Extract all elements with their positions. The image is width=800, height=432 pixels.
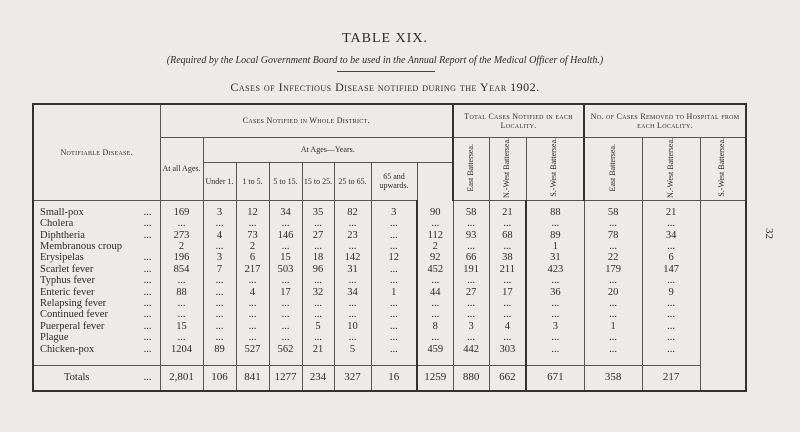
disease-label: Erysipelas [40,252,84,264]
hospital-cell: 1 [584,321,642,332]
age-cell: 327 [334,365,371,391]
age-cell: 12 [236,207,269,218]
hospital-cell: 9 [642,286,700,297]
age-cell: 7 [203,264,236,275]
age-cell: 10 [334,321,371,332]
age-cell: 6 [236,252,269,263]
divider [337,71,435,72]
locality-cell: 93 [453,229,489,240]
disease-label: Relapsing fever [40,298,107,309]
hospital-cell: 22 [584,252,642,263]
age-cell: 31 [334,264,371,275]
age-cell: 5 [302,321,334,332]
hospital-cell: 179 [584,264,642,275]
age-cell: ... [302,275,334,286]
locality-cell: ... [417,298,453,309]
all-ages-cell: 854 [160,264,203,275]
hospital-cell: ... [642,332,700,343]
age-cell: ... [371,298,417,309]
locality-header-east: East Battersea. [453,137,489,200]
age-header-under-1: Under 1. [203,162,236,200]
locality-cell: 44 [417,286,453,297]
age-cell: ... [334,298,371,309]
leader-dots: ... [143,218,152,230]
locality-cell: ... [453,332,489,343]
age-cell: 27 [302,229,334,240]
table-row [33,275,746,286]
age-cell: 34 [334,286,371,297]
age-cell: ... [203,286,236,297]
age-cell: ... [203,218,236,229]
all-ages-header: At all Ages. [160,137,203,200]
hospital-cell: ... [642,321,700,332]
locality-cell: 452 [417,264,453,275]
age-header-15-25: 15 to 25. [302,162,334,200]
all-ages-cell: ... [160,309,203,320]
age-cell: ... [203,309,236,320]
table-row [33,309,746,320]
locality-cell: 17 [489,286,526,297]
age-cell: ... [371,332,417,343]
locality-cell: 4 [489,321,526,332]
table-subtitle: (Required by the Local Government Board to be used in the Annual Report of the Medical Officer of Health.) [166,55,604,66]
age-cell: ... [203,332,236,343]
disease-label: Small-pox [40,206,84,218]
locality-cell: ... [453,241,489,252]
age-cell: ... [334,241,371,252]
age-cell: 503 [269,264,302,275]
disease-label: Plague [40,332,69,344]
age-header-1-5: 1 to 5. [236,162,269,200]
hospital-cell: ... [584,275,642,286]
hospital-cell: 6 [642,252,700,263]
locality-cell: ... [417,332,453,343]
age-cell: ... [334,275,371,286]
age-cell: ... [371,229,417,240]
table-row [33,321,746,332]
total-locality-header: Total Cases Notified in each Locality. [453,104,584,137]
disease-name [33,252,160,263]
locality-cell: 459 [417,343,453,354]
hospital-cell: 217 [642,365,700,391]
leader-dots: ... [143,320,152,332]
hospital-cell: 1 [526,241,584,252]
age-cell: 527 [236,343,269,354]
totals-row [33,365,746,391]
age-cell: ... [236,218,269,229]
disease-label: Enteric fever [40,286,95,298]
leader-dots: ... [143,229,152,241]
age-cell: 21 [302,343,334,354]
hospital-cell: 34 [642,229,700,240]
locality-cell: 90 [417,207,453,218]
age-cell: 15 [269,252,302,263]
all-ages-cell: ... [160,298,203,309]
age-cell: 73 [236,229,269,240]
hospital-cell: ... [584,343,642,354]
age-cell: ... [302,332,334,343]
leader-dots: ... [143,275,152,287]
hospital-cell: 358 [584,365,642,391]
hospital-cell: ... [584,241,642,252]
age-cell: ... [269,298,302,309]
disease-label: Puerperal fever [40,320,105,332]
hospital-cell: ... [642,309,700,320]
age-cell: ... [371,275,417,286]
age-cell: 3 [203,252,236,263]
age-cell: 234 [302,365,334,391]
all-ages-cell: 2,801 [160,365,203,391]
table-body [33,200,746,391]
locality-cell: 27 [453,286,489,297]
leader-dots: ... [143,286,152,298]
locality-cell: 880 [453,365,489,391]
age-cell: 4 [203,229,236,240]
disease-name [33,309,160,320]
locality-cell: 68 [489,229,526,240]
ages-years-header: At Ages—Years. [203,137,453,162]
table-row [33,207,746,218]
age-cell: 89 [203,343,236,354]
disease-name [33,218,160,229]
hospital-cell: 3 [526,321,584,332]
age-cell: ... [236,332,269,343]
age-cell: ... [371,241,417,252]
hospital-cell: 88 [526,207,584,218]
locality-cell: ... [489,275,526,286]
age-cell: 32 [302,286,334,297]
locality-cell: 38 [489,252,526,263]
age-cell: 217 [236,264,269,275]
all-ages-cell: 273 [160,229,203,240]
age-cell: ... [302,298,334,309]
age-cell: ... [203,241,236,252]
age-cell: ... [334,332,371,343]
age-cell: 106 [203,365,236,391]
disease-label: Membranous croup [40,241,122,253]
hospital-cell: ... [526,275,584,286]
hospital-cell: 21 [642,207,700,218]
table-row [33,229,746,240]
locality-cell: 1259 [417,365,453,391]
disease-name [33,264,160,275]
age-header-25-65: 25 to 65. [334,162,371,200]
leader-dots: ... [143,298,152,309]
hospital-cell: 78 [584,229,642,240]
locality-cell: ... [489,298,526,309]
hospital-header-swest: S.-West Battersea. [700,137,746,200]
age-cell: 4 [236,286,269,297]
locality-cell: ... [453,298,489,309]
page-number: 32 [763,228,775,239]
all-ages-cell: 1204 [160,343,203,354]
hospital-cell: 89 [526,229,584,240]
age-cell: 146 [269,229,302,240]
hospital-header-east: East Battersea. [584,137,642,200]
disease-label: Scarlet fever [40,263,94,275]
disease-name [33,332,160,343]
age-cell: 3 [203,207,236,218]
table-row [33,264,746,275]
age-cell: ... [371,321,417,332]
locality-cell: 21 [489,207,526,218]
hospital-cell: 58 [584,207,642,218]
locality-cell: ... [489,309,526,320]
age-cell: ... [203,321,236,332]
all-ages-cell: 169 [160,207,203,218]
locality-cell: 66 [453,252,489,263]
age-cell: 16 [371,365,417,391]
age-cell: ... [302,309,334,320]
age-header-5-15: 5 to 15. [269,162,302,200]
leader-dots: ... [143,206,152,218]
disease-label: Diphtheria [40,229,85,241]
locality-cell: ... [417,218,453,229]
age-cell: 562 [269,343,302,354]
hospital-cell: ... [526,298,584,309]
age-cell: 1277 [269,365,302,391]
disease-name [33,365,160,391]
locality-cell: 2 [417,241,453,252]
disease-label: Chicken-pox [40,343,95,355]
disease-name [33,321,160,332]
locality-cell: 3 [453,321,489,332]
infectious-disease-table [32,103,747,392]
age-cell: 5 [334,343,371,354]
all-ages-cell: 88 [160,286,203,297]
age-cell: 23 [334,229,371,240]
table-row [33,252,746,263]
age-cell: 3 [371,207,417,218]
all-ages-cell: ... [160,332,203,343]
age-cell: ... [269,241,302,252]
locality-cell: ... [417,275,453,286]
age-cell: ... [269,321,302,332]
age-cell: 34 [269,207,302,218]
disease-label: Typhus fever [40,275,95,287]
locality-header-nwest: N.-West Battersea. [489,137,526,200]
hospital-cell: ... [642,343,700,354]
disease-name [33,286,160,297]
age-cell: 96 [302,264,334,275]
locality-cell: 92 [417,252,453,263]
hospital-cell: ... [526,343,584,354]
locality-cell: 58 [453,207,489,218]
whole-district-header: Cases Notified in Whole District. [160,104,453,137]
hospital-cell: ... [642,241,700,252]
hospital-cell: 36 [526,286,584,297]
hospital-cell: ... [642,218,700,229]
hospital-cell: ... [526,332,584,343]
all-ages-cell: ... [160,275,203,286]
locality-cell: ... [453,309,489,320]
age-cell: 35 [302,207,334,218]
age-cell: ... [371,218,417,229]
hospital-cell: ... [584,218,642,229]
hospital-cell: ... [584,332,642,343]
hospital-cell: 31 [526,252,584,263]
hospital-cell: ... [642,298,700,309]
all-ages-cell: 15 [160,321,203,332]
hospital-header-nwest: N.-West Battersea. [642,137,700,200]
age-cell: ... [236,275,269,286]
all-ages-cell: 196 [160,252,203,263]
age-cell: ... [236,298,269,309]
leader-dots: ... [143,252,152,264]
locality-cell: ... [489,241,526,252]
disease-name [33,229,160,240]
age-cell: ... [334,218,371,229]
table-row [33,298,746,309]
hospital-cell: 147 [642,264,700,275]
age-cell: 2 [236,241,269,252]
locality-cell: 112 [417,229,453,240]
hospital-cell: ... [642,275,700,286]
hospital-cell: ... [526,309,584,320]
disease-name [33,343,160,354]
locality-cell: ... [489,218,526,229]
leader-dots: ... [143,309,152,321]
age-cell: ... [203,298,236,309]
age-cell: ... [371,264,417,275]
leader-dots: ... [143,343,152,355]
table-row [33,286,746,297]
age-cell: ... [236,321,269,332]
hospital-cell: ... [526,218,584,229]
removed-hospital-header: No. of Cases Removed to Hospital from each Locality. [584,104,746,137]
hospital-cell: ... [584,309,642,320]
locality-cell: ... [489,332,526,343]
locality-cell: 191 [453,264,489,275]
all-ages-cell: ... [160,218,203,229]
age-cell: ... [269,218,302,229]
age-cell: ... [371,309,417,320]
age-cell: ... [269,309,302,320]
locality-cell: 662 [489,365,526,391]
notifiable-disease-header: Notifiable Disease. [33,104,160,200]
locality-header-swest: S.-West Battersea. [526,137,584,200]
locality-cell: 303 [489,343,526,354]
age-cell: 18 [302,252,334,263]
disease-name [33,275,160,286]
age-cell: ... [302,218,334,229]
hospital-cell: ... [584,298,642,309]
hospital-cell: 423 [526,264,584,275]
locality-cell: 8 [417,321,453,332]
disease-label: Totals [64,372,90,384]
age-cell: 1 [371,286,417,297]
table-row [33,332,746,343]
all-ages-cell: 2 [160,241,203,252]
age-cell: ... [269,332,302,343]
leader-dots: ... [143,332,152,344]
hospital-cell: 20 [584,286,642,297]
age-cell: 82 [334,207,371,218]
age-cell: ... [269,275,302,286]
age-cell: 841 [236,365,269,391]
age-cell: 12 [371,252,417,263]
table-row [33,343,746,354]
table-row [33,218,746,229]
age-cell: ... [334,309,371,320]
disease-label: Cholera [40,218,74,230]
locality-cell: ... [417,309,453,320]
table-row [33,241,746,252]
table-title: TABLE XIX. [342,31,428,46]
table-caption: Cases of Infectious Disease notified during the Year 1902. [230,80,540,94]
disease-name [33,241,160,252]
locality-cell: ... [453,218,489,229]
leader-dots: ... [143,263,152,275]
disease-label: Continued fever [40,309,108,321]
age-cell: ... [203,275,236,286]
disease-name [33,298,160,309]
disease-name [33,207,160,218]
locality-cell: ... [453,275,489,286]
age-cell: ... [302,241,334,252]
age-cell: 142 [334,252,371,263]
hospital-cell: 671 [526,365,584,391]
leader-dots: ... [143,372,152,384]
age-cell: ... [236,309,269,320]
age-header-65-up: 65 and upwards. [371,162,417,200]
age-cell: ... [371,343,417,354]
locality-cell: 211 [489,264,526,275]
locality-cell: 442 [453,343,489,354]
age-cell: 17 [269,286,302,297]
